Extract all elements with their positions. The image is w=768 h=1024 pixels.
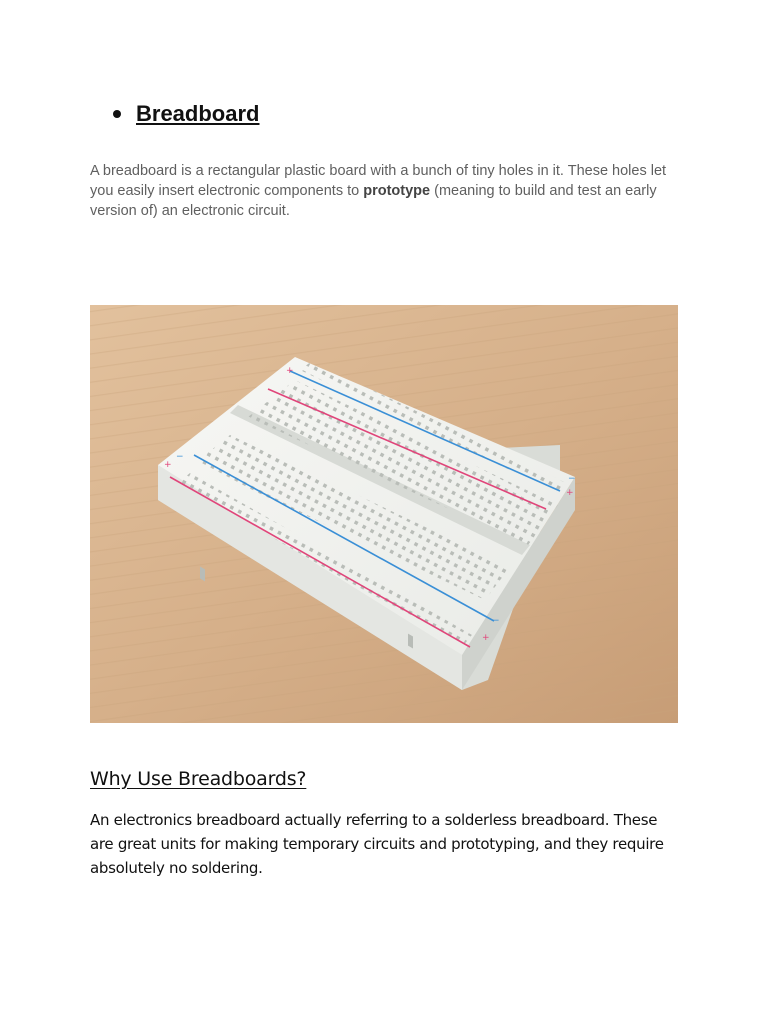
bullet-heading [113,100,259,128]
intro-text-after: (meaning to build and test an early version of) an electronic circuit. [90,183,657,219]
svg-text:+: + [286,366,294,376]
svg-text:−: − [568,474,576,484]
breadboard-illustration [90,305,678,723]
breadboard-photo [90,305,678,723]
svg-text:+: + [164,460,172,470]
svg-text:−: − [176,452,184,462]
intro-bold-term: prototype [363,183,431,199]
svg-text:−: − [492,616,500,626]
bullet-icon [113,110,121,118]
heading-breadboard: Breadboard [136,101,260,126]
section-title: Why Use Breadboards? [90,768,307,790]
section-body: An electronics breadboard actually referring to a solderless breadboard. These are great units for making temporary circuits and prototyping, and they require absolutely no soldering. [90,811,664,877]
svg-text:+: + [482,633,490,643]
svg-text:+: + [566,488,574,498]
intro-text-before: A breadboard is a rectangular plastic board with a bunch of tiny holes in it. These holes let you easily insert electronic components to [90,163,667,199]
intro-paragraph [90,161,680,221]
